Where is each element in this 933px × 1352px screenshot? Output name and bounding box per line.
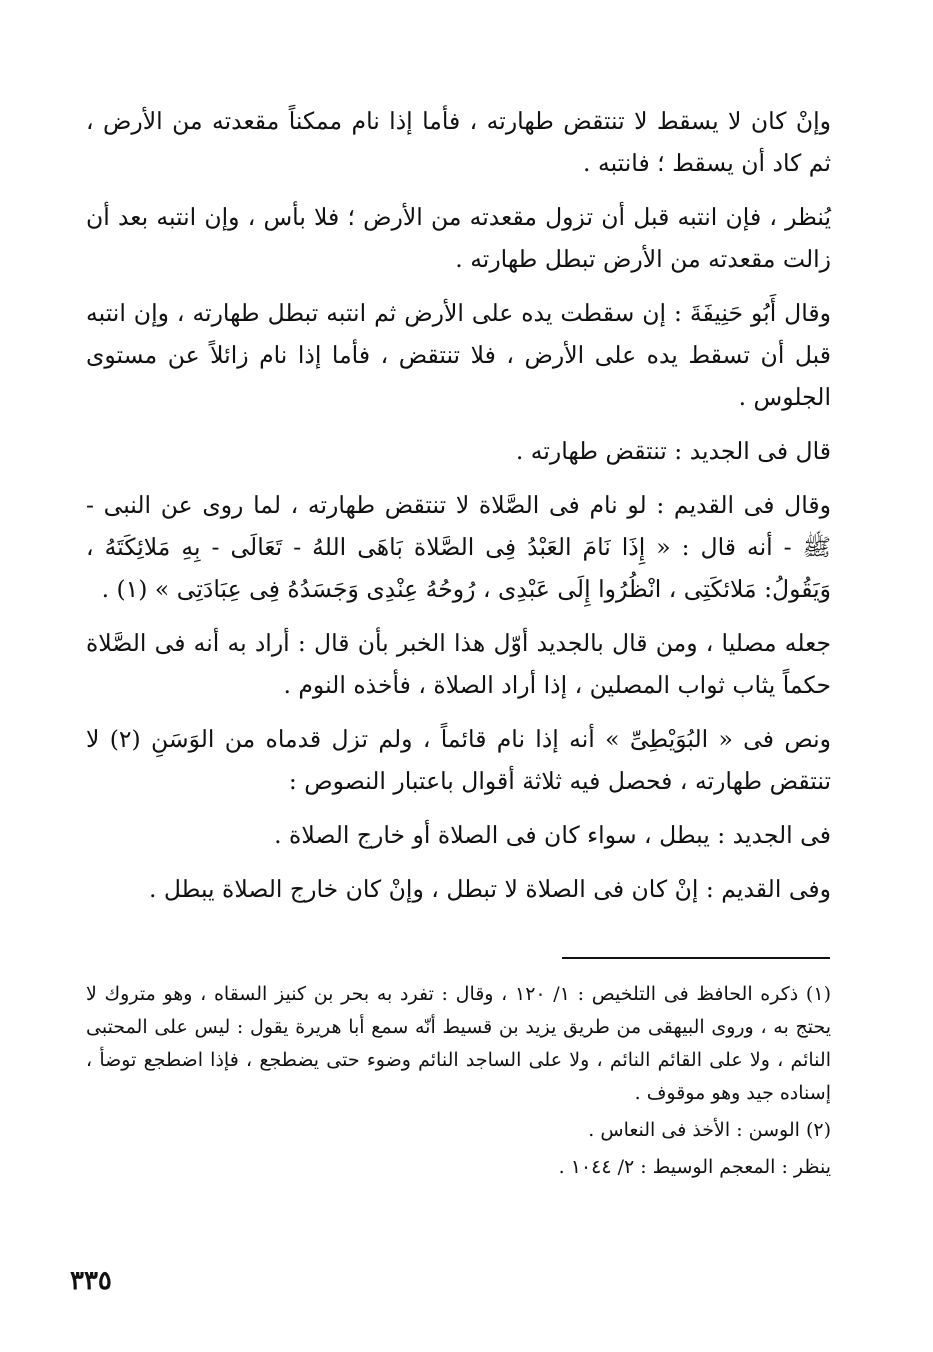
- paragraph-7: ونص فى « البُوَيْطِىِّ » أنه إذا نام قائماً ، ولم تزل قدماه من الوَسَنِ (٢) لا تنتقض طهارته ، فحصل فيه ثلاثة أقوال باعتبار النصوص :: [86, 725, 831, 795]
- paragraph-2: يُنظر ، فإن انتبه قبل أن تزول مقعدته من الأرض ؛ فلا بأس ، وإن انتبه بعد أن زالت مقعدته من الأرض تبطل طهارته .: [86, 203, 831, 273]
- paragraph-8: فى الجديد : يبطل ، سواء كان فى الصلاة أو خارج الصلاة .: [274, 821, 831, 849]
- paragraph-3: وقال أَبُو حَنِيفَةَ : إن سقطت يده على الأرض ثم انتبه تبطل طهارته ، وإن انتبه قبل أن تسقط يده على الأرض ، فلا تنتقض ، فأما إذا نام زائلاً عن مستوى الجلوس .: [86, 299, 831, 411]
- footnote-2: (٢) الوسن : الأخذ فى النعاس .: [588, 1119, 831, 1141]
- page-number: ٣٣٥: [70, 1266, 112, 1296]
- paragraph-1: وإنْ كان لا يسقط لا تنتقض طهارته ، فأما إذا نام ممكناً مقعدته من الأرض ، ثم كاد أن يسقط ؛ فانتبه .: [86, 107, 831, 177]
- footnote-divider: [562, 957, 830, 959]
- footnotes: [86, 978, 831, 1188]
- paragraph-5: وقال فى القديم : لو نام فى الصَّلاة لا تنتقض طهارته ، لما روى عن النبى - ﷺ - أنه قال : « إِذَا نَامَ العَبْدُ فِى الصَّلاة بَاهَى اللهُ - تَعَالَى - بِهِ مَلائِكَتَهُ ، وَيَقُولُ: مَلائكَتِى ، انْظُرُوا إِلَى عَبْدِى ، رُوحُهُ عِنْدِى وَجَسَدُهُ فِى عِبَادَتِى » (١) .: [86, 491, 831, 603]
- paragraph-6: جعله مصليا ، ومن قال بالجديد أوّل هذا الخبر بأن قال : أراد به أنه فى الصَّلاة حكماً يثاب ثواب المصلين ، إذا أراد الصلاة ، فأخذه النوم .: [86, 629, 831, 699]
- paragraph-9: وفى القديم : إنْ كان فى الصلاة لا تبطل ، وإنْ كان خارج الصلاة يبطل .: [148, 875, 831, 903]
- paragraph-4: قال فى الجديد : تنتقض طهارته .: [515, 437, 831, 465]
- footnote-reference: ينظر : المعجم الوسيط : ٢/ ١٠٤٤ .: [558, 1156, 831, 1178]
- footnote-1: (١) ذكره الحافظ فى التلخيص : ١/ ١٢٠ ، وقال : تفرد به بحر بن كنيز السقاه ، وهو متروك لا يحتج به ، وروى البيهقى من طريق يزيد بن قسيط أنّه سمع أبا هريرة يقول : ليس على المحتبى النائم ، ولا على القائم النائم ، ولا على الساجد النائم وضوء حتى يضطجع ، فإذا اضطجع توضأ ، إسناده جيد وهو موقوف .: [86, 983, 831, 1104]
- main-text: [86, 100, 831, 922]
